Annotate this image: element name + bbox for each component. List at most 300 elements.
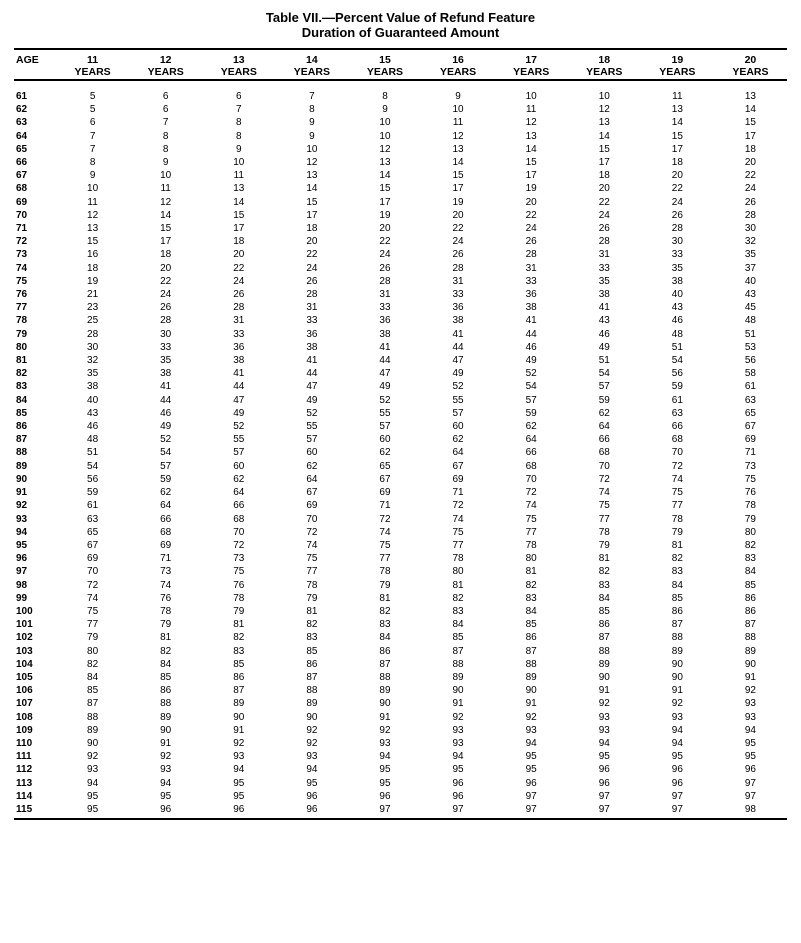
row-value-cell: 90 xyxy=(598,671,610,683)
row-value-cell: 26 xyxy=(525,236,537,248)
row-value-cell: 85 xyxy=(671,592,683,604)
row-value-cell: 9 xyxy=(309,130,315,142)
row-value-cell: 19 xyxy=(379,209,391,221)
row-value-cell: 47 xyxy=(452,355,464,367)
row-value-cell: 82 xyxy=(598,566,610,578)
table-row xyxy=(14,565,787,578)
row-age-cell: 98 xyxy=(16,579,28,591)
table-row xyxy=(14,473,787,486)
row-value-cell: 13 xyxy=(671,104,683,116)
column-header-13-years xyxy=(202,49,275,79)
row-value-cell: 62 xyxy=(452,434,464,446)
row-value-cell: 14 xyxy=(379,170,391,182)
row-value-cell: 24 xyxy=(671,196,683,208)
row-age-cell: 74 xyxy=(16,262,28,274)
row-value-cell: 64 xyxy=(160,500,172,512)
row-value-cell: 47 xyxy=(233,394,245,406)
row-value-cell: 83 xyxy=(452,605,464,617)
row-value-cell: 55 xyxy=(452,394,464,406)
row-value-cell: 96 xyxy=(306,803,318,815)
row-value-cell: 14 xyxy=(598,130,610,142)
column-header-unit: YEARS xyxy=(366,66,404,78)
column-header-20-years xyxy=(714,49,787,79)
row-value-cell: 47 xyxy=(306,381,318,393)
row-value-cell: 94 xyxy=(671,737,683,749)
row-value-cell: 13 xyxy=(598,117,610,129)
row-value-cell: 56 xyxy=(744,355,756,367)
row-value-cell: 91 xyxy=(452,698,464,710)
row-value-cell: 33 xyxy=(160,341,172,353)
column-header-18-years xyxy=(568,49,641,79)
table-row xyxy=(14,803,787,816)
table-row xyxy=(14,288,787,301)
row-age-cell: 115 xyxy=(16,803,33,815)
row-value-cell: 90 xyxy=(306,711,318,723)
row-value-cell: 22 xyxy=(671,183,683,195)
row-value-cell: 85 xyxy=(306,645,318,657)
row-value-cell: 90 xyxy=(160,724,172,736)
row-value-cell: 31 xyxy=(452,275,464,287)
row-value-cell: 20 xyxy=(744,157,756,169)
row-value-cell: 67 xyxy=(87,539,99,551)
row-value-cell: 19 xyxy=(525,183,537,195)
row-value-cell: 96 xyxy=(598,764,610,776)
row-value-cell: 61 xyxy=(744,381,756,393)
row-value-cell: 51 xyxy=(598,355,610,367)
row-value-cell: 95 xyxy=(233,790,245,802)
row-value-cell: 47 xyxy=(379,368,391,380)
row-value-cell: 40 xyxy=(87,394,99,406)
row-value-cell: 12 xyxy=(525,117,537,129)
table-row xyxy=(14,354,787,367)
row-value-cell: 8 xyxy=(162,130,169,142)
row-value-cell: 64 xyxy=(233,487,245,499)
row-value-cell: 19 xyxy=(87,275,99,287)
row-value-cell: 30 xyxy=(744,223,756,235)
row-value-cell: 6 xyxy=(89,117,96,129)
row-value-cell: 43 xyxy=(744,289,756,301)
column-header-11-years xyxy=(56,49,129,79)
row-value-cell: 93 xyxy=(598,724,610,736)
row-value-cell: 87 xyxy=(598,632,610,644)
row-value-cell: 86 xyxy=(671,605,683,617)
table-bottom-rule xyxy=(14,818,787,820)
row-value-cell: 36 xyxy=(379,315,391,327)
row-value-cell: 95 xyxy=(598,751,610,763)
row-value-cell: 95 xyxy=(744,737,756,749)
row-value-cell: 20 xyxy=(452,209,464,221)
row-value-cell: 92 xyxy=(671,698,683,710)
row-value-cell: 84 xyxy=(87,671,99,683)
table-row xyxy=(14,130,787,143)
row-value-cell: 32 xyxy=(87,355,99,367)
row-age-cell: 97 xyxy=(16,566,28,578)
row-value-cell: 85 xyxy=(525,619,537,631)
row-value-cell: 22 xyxy=(379,236,391,248)
row-value-cell: 17 xyxy=(671,143,683,155)
row-value-cell: 10 xyxy=(379,117,391,129)
row-value-cell: 95 xyxy=(160,790,172,802)
row-value-cell: 94 xyxy=(233,764,245,776)
row-value-cell: 72 xyxy=(598,473,610,485)
row-value-cell: 61 xyxy=(671,394,683,406)
row-value-cell: 22 xyxy=(598,196,610,208)
row-value-cell: 92 xyxy=(233,737,245,749)
row-value-cell: 96 xyxy=(233,803,245,815)
table-row xyxy=(14,143,787,156)
row-age-cell: 79 xyxy=(16,328,28,340)
row-value-cell: 41 xyxy=(452,328,464,340)
table-row xyxy=(14,433,787,446)
row-value-cell: 65 xyxy=(744,407,756,419)
row-value-cell: 86 xyxy=(744,605,756,617)
row-value-cell: 52 xyxy=(379,394,391,406)
row-value-cell: 44 xyxy=(306,368,318,380)
row-value-cell: 90 xyxy=(525,685,537,697)
row-value-cell: 6 xyxy=(162,104,169,116)
row-value-cell: 94 xyxy=(744,724,756,736)
row-value-cell: 66 xyxy=(233,500,245,512)
row-value-cell: 38 xyxy=(306,341,318,353)
row-value-cell: 94 xyxy=(452,751,464,763)
row-value-cell: 67 xyxy=(452,460,464,472)
row-value-cell: 52 xyxy=(525,368,537,380)
row-value-cell: 41 xyxy=(233,368,245,380)
table-row xyxy=(14,592,787,605)
row-value-cell: 63 xyxy=(671,407,683,419)
row-value-cell: 10 xyxy=(452,104,464,116)
row-value-cell: 11 xyxy=(233,170,244,182)
row-age-cell: 93 xyxy=(16,513,28,525)
table-row xyxy=(14,605,787,618)
row-value-cell: 18 xyxy=(306,223,318,235)
row-value-cell: 82 xyxy=(160,645,172,657)
row-value-cell: 79 xyxy=(306,592,318,604)
row-value-cell: 69 xyxy=(744,434,756,446)
row-value-cell: 63 xyxy=(87,513,99,525)
row-age-cell: 73 xyxy=(16,249,28,261)
row-value-cell: 89 xyxy=(87,724,99,736)
table-row xyxy=(14,579,787,592)
row-value-cell: 81 xyxy=(160,632,172,644)
row-value-cell: 22 xyxy=(452,223,464,235)
row-value-cell: 75 xyxy=(671,487,683,499)
row-value-cell: 95 xyxy=(379,777,391,789)
row-value-cell: 66 xyxy=(160,513,172,525)
row-value-cell: 86 xyxy=(525,632,537,644)
row-value-cell: 62 xyxy=(525,421,537,433)
row-value-cell: 68 xyxy=(525,460,537,472)
row-value-cell: 15 xyxy=(671,130,683,142)
row-value-cell: 18 xyxy=(233,236,245,248)
table-row xyxy=(14,182,787,195)
row-value-cell: 49 xyxy=(379,381,391,393)
row-value-cell: 75 xyxy=(744,473,756,485)
row-age-cell: 77 xyxy=(16,302,28,314)
row-value-cell: 86 xyxy=(233,671,245,683)
row-value-cell: 71 xyxy=(744,447,756,459)
row-value-cell: 66 xyxy=(525,447,537,459)
row-value-cell: 78 xyxy=(598,526,610,538)
row-value-cell: 7 xyxy=(89,130,96,142)
row-value-cell: 49 xyxy=(233,407,245,419)
row-value-cell: 8 xyxy=(236,130,242,142)
row-value-cell: 72 xyxy=(306,526,318,538)
row-value-cell: 59 xyxy=(87,487,99,499)
row-value-cell: 51 xyxy=(744,328,756,340)
row-value-cell: 93 xyxy=(160,764,172,776)
row-value-cell: 84 xyxy=(671,579,683,591)
row-value-cell: 48 xyxy=(744,315,756,327)
column-header-19-years xyxy=(641,49,714,79)
row-value-cell: 18 xyxy=(160,249,172,261)
row-value-cell: 75 xyxy=(233,566,245,578)
row-value-cell: 10 xyxy=(525,91,537,102)
row-value-cell: 96 xyxy=(160,803,172,815)
row-value-cell: 92 xyxy=(744,685,756,697)
row-value-cell: 38 xyxy=(525,302,537,314)
row-value-cell: 85 xyxy=(160,671,172,683)
row-value-cell: 86 xyxy=(306,658,318,670)
table-spacer-row xyxy=(14,80,787,90)
row-value-cell: 13 xyxy=(306,170,318,182)
row-value-cell: 28 xyxy=(379,275,391,287)
row-value-cell: 90 xyxy=(379,698,391,710)
row-value-cell: 92 xyxy=(452,711,464,723)
table-row xyxy=(14,750,787,763)
column-header-number: 13 xyxy=(232,54,245,66)
row-value-cell: 98 xyxy=(744,803,756,815)
row-value-cell: 72 xyxy=(233,539,245,551)
row-value-cell: 13 xyxy=(233,183,245,195)
row-value-cell: 82 xyxy=(744,539,756,551)
row-value-cell: 12 xyxy=(452,130,464,142)
row-value-cell: 9 xyxy=(236,143,242,155)
row-value-cell: 93 xyxy=(671,711,683,723)
table-row xyxy=(14,380,787,393)
row-value-cell: 26 xyxy=(233,289,245,301)
column-header-number: 16 xyxy=(452,54,464,66)
table-row xyxy=(14,711,787,724)
row-value-cell: 38 xyxy=(671,275,683,287)
row-age-cell: 89 xyxy=(16,460,28,472)
row-value-cell: 71 xyxy=(379,500,391,512)
row-value-cell: 64 xyxy=(306,473,318,485)
row-value-cell: 74 xyxy=(87,592,99,604)
column-header-unit: YEARS xyxy=(147,66,184,78)
row-value-cell: 69 xyxy=(87,553,99,565)
row-age-cell: 114 xyxy=(16,790,33,802)
row-age-cell: 69 xyxy=(16,196,28,208)
row-value-cell: 97 xyxy=(598,803,610,815)
row-value-cell: 51 xyxy=(87,447,99,459)
row-value-cell: 83 xyxy=(525,592,537,604)
row-value-cell: 71 xyxy=(160,553,172,565)
table-row xyxy=(14,737,787,750)
row-value-cell: 13 xyxy=(379,157,391,169)
row-value-cell: 75 xyxy=(525,513,537,525)
row-value-cell: 49 xyxy=(452,368,464,380)
row-value-cell: 17 xyxy=(598,157,610,169)
row-value-cell: 54 xyxy=(525,381,537,393)
row-value-cell: 75 xyxy=(379,539,391,551)
column-header-number: 20 xyxy=(744,54,757,66)
row-value-cell: 18 xyxy=(744,143,756,155)
column-header-number: 12 xyxy=(159,54,172,66)
row-value-cell: 44 xyxy=(160,394,172,406)
row-age-cell: 70 xyxy=(16,209,28,221)
table-row xyxy=(14,314,787,327)
row-value-cell: 26 xyxy=(671,209,683,221)
table-row xyxy=(14,790,787,803)
row-value-cell: 78 xyxy=(306,579,318,591)
row-value-cell: 53 xyxy=(744,341,756,353)
row-value-cell: 28 xyxy=(525,249,537,261)
row-age-cell: 61 xyxy=(16,91,28,102)
refund-percent-table xyxy=(14,48,787,816)
row-value-cell: 82 xyxy=(233,632,245,644)
table-spacer-cell xyxy=(14,80,787,90)
row-value-cell: 80 xyxy=(525,553,537,565)
row-value-cell: 95 xyxy=(233,777,245,789)
row-value-cell: 91 xyxy=(744,671,756,683)
row-value-cell: 76 xyxy=(744,487,756,499)
row-value-cell: 73 xyxy=(160,566,172,578)
row-value-cell: 12 xyxy=(598,104,610,116)
row-value-cell: 93 xyxy=(87,764,99,776)
column-header-14-years xyxy=(275,49,348,79)
row-value-cell: 90 xyxy=(87,737,99,749)
row-value-cell: 59 xyxy=(598,394,610,406)
row-value-cell: 88 xyxy=(671,632,683,644)
row-age-cell: 81 xyxy=(16,355,28,367)
row-value-cell: 11 xyxy=(672,91,683,102)
row-value-cell: 7 xyxy=(309,91,315,102)
row-value-cell: 93 xyxy=(452,737,464,749)
column-header-number: 17 xyxy=(525,54,537,66)
row-value-cell: 13 xyxy=(744,91,756,102)
row-value-cell: 41 xyxy=(306,355,318,367)
row-age-cell: 113 xyxy=(16,777,33,789)
row-value-cell: 36 xyxy=(306,328,318,340)
row-value-cell: 14 xyxy=(452,157,464,169)
row-value-cell: 78 xyxy=(452,553,464,565)
row-value-cell: 43 xyxy=(598,315,610,327)
row-value-cell: 71 xyxy=(452,487,464,499)
row-value-cell: 74 xyxy=(160,579,172,591)
table-row xyxy=(14,486,787,499)
table-row xyxy=(14,103,787,116)
row-value-cell: 75 xyxy=(452,526,464,538)
row-value-cell: 8 xyxy=(162,143,169,155)
row-value-cell: 95 xyxy=(525,751,537,763)
row-value-cell: 70 xyxy=(671,447,683,459)
row-value-cell: 31 xyxy=(379,289,391,301)
row-value-cell: 35 xyxy=(671,262,683,274)
row-value-cell: 32 xyxy=(744,236,756,248)
row-value-cell: 88 xyxy=(598,645,610,657)
row-value-cell: 79 xyxy=(379,579,391,591)
row-value-cell: 36 xyxy=(452,302,464,314)
row-value-cell: 72 xyxy=(452,500,464,512)
row-value-cell: 90 xyxy=(671,658,683,670)
row-value-cell: 96 xyxy=(744,764,756,776)
row-value-cell: 95 xyxy=(525,764,537,776)
row-value-cell: 22 xyxy=(160,275,172,287)
row-value-cell: 87 xyxy=(744,619,756,631)
row-value-cell: 68 xyxy=(233,513,245,525)
row-value-cell: 10 xyxy=(233,157,245,169)
row-value-cell: 72 xyxy=(87,579,99,591)
row-value-cell: 10 xyxy=(306,143,318,155)
row-value-cell: 74 xyxy=(525,500,537,512)
column-header-number: 18 xyxy=(598,54,611,66)
row-age-cell: 65 xyxy=(16,143,28,155)
row-value-cell: 20 xyxy=(598,183,610,195)
row-value-cell: 81 xyxy=(525,566,537,578)
row-age-cell: 102 xyxy=(16,632,33,644)
row-value-cell: 82 xyxy=(452,592,464,604)
row-value-cell: 90 xyxy=(233,711,245,723)
table-row xyxy=(14,724,787,737)
row-value-cell: 36 xyxy=(233,341,245,353)
row-value-cell: 65 xyxy=(379,460,391,472)
row-value-cell: 46 xyxy=(87,421,99,433)
row-value-cell: 87 xyxy=(379,658,391,670)
row-value-cell: 79 xyxy=(744,513,756,525)
row-value-cell: 86 xyxy=(598,619,610,631)
row-value-cell: 12 xyxy=(379,143,391,155)
row-value-cell: 12 xyxy=(87,209,99,221)
row-value-cell: 69 xyxy=(452,473,464,485)
row-value-cell: 77 xyxy=(525,526,537,538)
row-age-cell: 96 xyxy=(16,553,28,565)
row-value-cell: 78 xyxy=(525,539,537,551)
row-value-cell: 35 xyxy=(160,355,172,367)
row-value-cell: 94 xyxy=(306,764,318,776)
row-value-cell: 88 xyxy=(87,711,99,723)
row-value-cell: 88 xyxy=(744,632,756,644)
row-age-cell: 84 xyxy=(16,394,28,406)
column-header-number: 11 xyxy=(87,54,99,66)
row-value-cell: 84 xyxy=(525,605,537,617)
row-value-cell: 81 xyxy=(306,605,318,617)
row-value-cell: 5 xyxy=(89,91,96,102)
table-row xyxy=(14,460,787,473)
row-value-cell: 17 xyxy=(379,196,391,208)
row-age-cell: 106 xyxy=(16,685,33,697)
row-value-cell: 38 xyxy=(233,355,245,367)
row-value-cell: 60 xyxy=(306,447,318,459)
row-value-cell: 89 xyxy=(233,698,245,710)
column-header-17-years xyxy=(495,49,568,79)
row-value-cell: 11 xyxy=(87,196,98,208)
row-value-cell: 26 xyxy=(160,302,172,314)
row-value-cell: 49 xyxy=(525,355,537,367)
row-value-cell: 55 xyxy=(379,407,391,419)
row-value-cell: 17 xyxy=(452,183,464,195)
row-value-cell: 96 xyxy=(379,790,391,802)
row-value-cell: 8 xyxy=(382,91,388,102)
table-row xyxy=(14,169,787,182)
row-value-cell: 8 xyxy=(309,104,315,116)
table-header-row xyxy=(14,49,787,79)
row-value-cell: 74 xyxy=(379,526,391,538)
row-value-cell: 86 xyxy=(379,645,391,657)
row-age-cell: 99 xyxy=(16,592,28,604)
row-age-cell: 95 xyxy=(16,539,28,551)
row-age-cell: 71 xyxy=(16,223,28,235)
